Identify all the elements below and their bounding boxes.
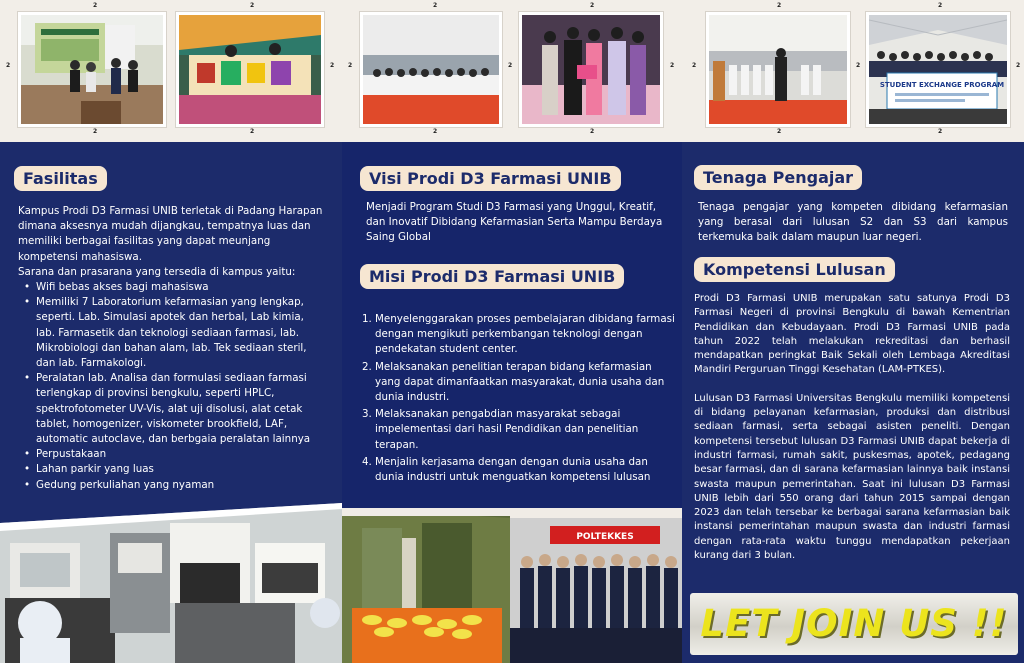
crop-mark: 2 [93, 128, 98, 135]
crop-mark: 2 [330, 62, 335, 69]
tenaga-heading: Tenaga Pengajar [694, 165, 862, 190]
kompetensi-para-1: Prodi D3 Farmasi UNIB merupakan satu satunya Prodi D3 Farmasi Negeri di provinsi Bengkulu di bawah Kementrian Pendidikan dan Kebudayaan. Prodi D3 Farmasi UNIB pada tahun 2022 telah melakukan rekreditasi dan berhasil mendapatkan peringkat Baik Sekali oleh Lembaga Akreditasi Mandiri Perguruan Tinggi Kesehatan (LAM-PTKES). [694, 293, 1010, 376]
student-exchange-photo-image [869, 15, 1007, 124]
crop-mark: 2 [1016, 62, 1021, 69]
list-item [362, 360, 678, 406]
list-item: • Memiliki 7 Laboratorium kefarmasian yang lengkap, seperti. Lab. Simulasi apotek dan herbal, Lab kimia, lab. Farmasetik dan teknologi sediaan farmasi, lab. Mikrobiologi dan bahan alam, lab. Tek sediaan steril, dan lab. Farmakologi. [18, 295, 324, 371]
list-item: • Gedung perkuliahan yang nyaman [18, 478, 324, 493]
list-item [362, 455, 678, 485]
misi-heading: Misi Prodi D3 Farmasi UNIB [360, 264, 624, 289]
fasilitas-heading: Fasilitas [14, 166, 107, 191]
crop-mark: 2 [250, 2, 255, 9]
crop-mark: 2 [777, 2, 782, 9]
ceremony-photo-image [709, 15, 847, 124]
visi-text: Menjadi Program Studi D3 Farmasi yang Unggul, Kreatif, dan Inovatif Dibidang Kefarmasian Serta Mampu Berdaya Saing Global [366, 201, 663, 244]
list-text: Melaksanakan penelitian terapan bidang kefarmasian yang dapat dimanfaatkan masyarakat, dunia usaha dan dunia industri. [375, 360, 665, 404]
panel-tenaga-kompetensi [682, 0, 1024, 663]
kompetensi-para-2: Lulusan D3 Farmasi Universitas Bengkulu memiliki kompetensi di bidang pelayanan kefarmasian, produksi dan distribusi sediaan farmasi, serta sebagai asisten peneliti. Dengan kompetensi tersebut lulusan D3 Farmasi UNIB dapat bekerja di industri farmasi, rumah sakit, puskesmas, apotek, pedagang besar farmasi, dan di sarana kefarmasian lainnya baik instansi swasta maupun pemerintahan. Saat ini lulusan D3 Farmasi UNIB lebih dari 550 orang dari tahun 2015 sampai dengan 2023 dan telah tersebar ke berbagai sarana kefarmasian baik instansi pemerintahan maupun swasta dan industri farmasi dengan rata-rata waktu tunggu mendapatkan pekerjaan kurang dari 3 bulan. [694, 392, 1010, 562]
sarana-intro: Sarana dan prasarana yang tersedia di kampus yaitu: [18, 265, 296, 278]
crop-mark: 2 [348, 62, 353, 69]
fasilitas-body [18, 204, 324, 493]
list-item [362, 407, 678, 453]
kompetensi-body [694, 292, 1010, 563]
photo-seminar [18, 12, 166, 127]
production-photo-image [342, 508, 512, 663]
crop-mark: 2 [590, 2, 595, 9]
laboratory-photo-image [0, 503, 342, 663]
crop-mark: 2 [856, 62, 861, 69]
cta-banner [690, 593, 1018, 655]
list-number: 2. [362, 360, 372, 373]
photo-strip [342, 0, 682, 142]
list-item: • Perpustakaan [18, 447, 324, 462]
crop-mark: 2 [938, 128, 943, 135]
crop-mark: 2 [590, 128, 595, 135]
list-number: 4. [362, 455, 372, 468]
crop-mark: 2 [692, 62, 697, 69]
list-item: • Lahan parkir yang luas [18, 462, 324, 477]
list-text: Menyelenggarakan proses pembelajaran dibidang farmasi dengan mengikuti perkembangan teknologi dengan pendekatan student center. [375, 313, 675, 356]
photo-strip [682, 0, 1024, 142]
crop-mark: 2 [938, 2, 943, 9]
panel-visi-misi [342, 0, 682, 663]
visi-heading: Visi Prodi D3 Farmasi UNIB [360, 166, 621, 191]
list-text: Melaksanakan pengabdian masyarakat sebagai impelementasi dari hasil Pendidikan dan penelitian terapan. [375, 408, 639, 451]
photo-student-exchange [866, 12, 1010, 127]
exhibition-photo-image [179, 15, 321, 124]
fasilitas-intro: Kampus Prodi D3 Farmasi UNIB terletak di Padang Harapan dimana aksesnya mudah dijangkau, tempatnya luas dan memiliki berbagai fasilitas yang dapat meunjang kompetensi mahasiswa. [18, 205, 323, 263]
lab-photos [0, 503, 342, 663]
cta-text: LET JOIN US !! [700, 602, 1008, 645]
awards-photo-image [522, 15, 660, 124]
lab-sign-text: POLTEKKES [576, 532, 634, 542]
photo-awards [519, 12, 663, 127]
seminar-photo-image [21, 15, 163, 124]
tenaga-text: Tenaga pengajar yang kompeten dibidang kefarmasian yang berasal dari lulusan S2 dan S3 dari kampus terkemuka baik dalam maupun luar negeri. [698, 201, 1008, 244]
crop-mark: 2 [777, 128, 782, 135]
misi-body [362, 312, 678, 487]
crop-mark: 2 [433, 2, 438, 9]
list-item: • Wifi bebas akses bagi mahasiswa [18, 280, 324, 295]
fasilitas-list [18, 280, 324, 493]
crop-mark: 2 [508, 62, 513, 69]
crop-mark: 2 [6, 62, 11, 69]
photo-exhibition [176, 12, 324, 127]
kompetensi-heading: Kompetensi Lulusan [694, 257, 895, 282]
banner-text: STUDENT EXCHANGE PROGRAM [879, 81, 1005, 89]
activity-photos [342, 508, 682, 663]
panel-fasilitas [0, 0, 342, 663]
campus-visit-photo-image [510, 508, 682, 663]
list-item [362, 312, 678, 358]
crop-mark: 2 [670, 62, 675, 69]
list-number: 3. [362, 408, 372, 421]
misi-list [362, 312, 678, 485]
white-coat-group-image [363, 15, 499, 124]
crop-mark: 2 [93, 2, 98, 9]
crop-mark: 2 [433, 128, 438, 135]
list-number: 1. [362, 313, 372, 325]
crop-mark: 2 [250, 128, 255, 135]
photo-group-white-coats [360, 12, 502, 127]
photo-ceremony [706, 12, 850, 127]
list-item: • Peralatan lab. Analisa dan formulasi sediaan farmasi terlengkap di provinsi bengkulu, seperti HPLC, spektrofotometer UV-Vis, alat uji disolusi, alat cetak tablet, homogenizer, viskometer brookfield, LAF, automatic autoclave, dan berbgaia peralatan lainnya [18, 371, 324, 447]
list-text: Menjalin kerjasama dengan dengan dunia usaha dan dunia industri untuk menguatkan kompetensi lulusan [375, 455, 651, 484]
photo-strip [0, 0, 342, 142]
